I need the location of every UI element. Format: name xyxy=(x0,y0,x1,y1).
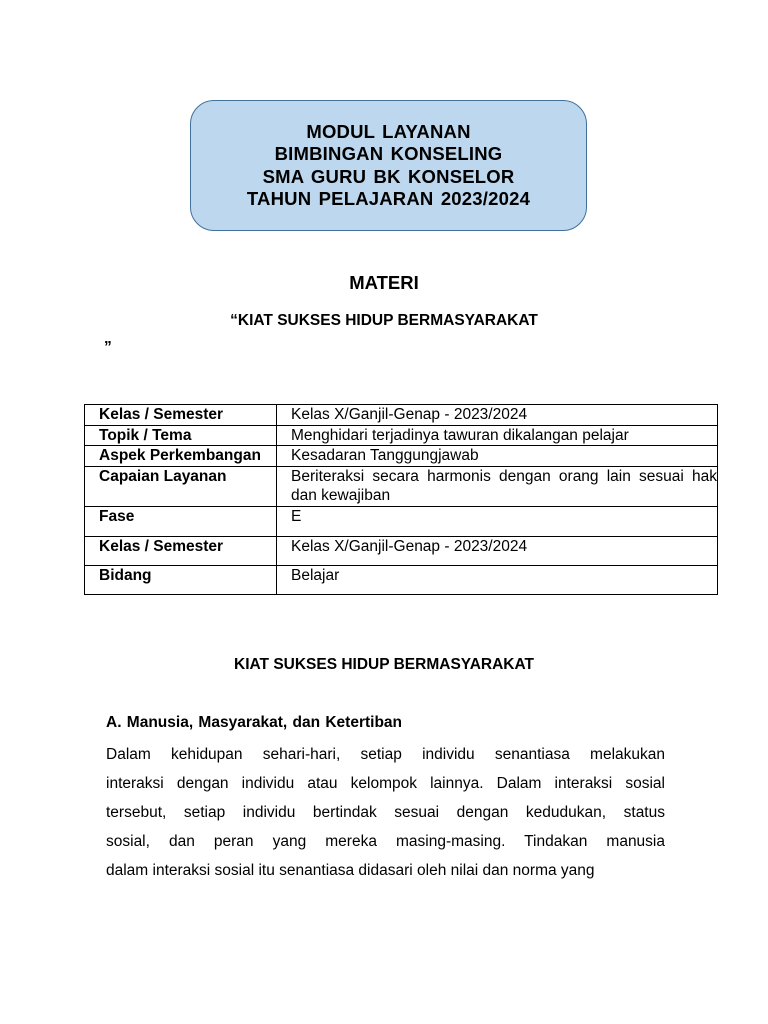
row-label-bidang: Bidang xyxy=(85,565,277,594)
paragraph-line: tersebut, setiap individu bertindak sesuai dengan kedudukan, status xyxy=(106,804,665,821)
module-title-box xyxy=(190,100,587,231)
row-label-capaian-layanan: Capaian Layanan xyxy=(85,466,277,506)
row-value-kelas-semester-2: Kelas X/Ganjil-Genap - 2023/2024 xyxy=(277,536,718,565)
row-label-fase: Fase xyxy=(85,506,277,536)
school-line: SMA GURU BK KONSELOR xyxy=(262,165,515,187)
row-label-kelas-semester-2: Kelas / Semester xyxy=(85,536,277,565)
row-value-fase: E xyxy=(277,506,718,536)
row-value-topik-tema: Menghidari terjadinya tawuran dikalangan pelajar xyxy=(277,425,718,446)
table-row xyxy=(85,536,718,565)
row-value-bidang: Belajar xyxy=(277,565,718,594)
table-row xyxy=(85,425,718,446)
section-a-paragraph xyxy=(106,740,665,885)
row-value-capaian-layanan: Beriteraksi secara harmonis dengan orang lain sesuai hak dan kewajiban xyxy=(277,466,718,506)
materi-title-closing-quote: ” xyxy=(104,339,112,356)
module-subtitle-line: BIMBINGAN KONSELING xyxy=(274,143,503,164)
academic-year-line: TAHUN PELAJARAN 2023/2024 xyxy=(246,188,531,209)
paragraph-line: interaksi dengan individu atau kelompok lainnya. Dalam interaksi sosial xyxy=(106,775,665,792)
table-row xyxy=(85,446,718,467)
module-info-table xyxy=(84,404,718,595)
paragraph-line: Dalam kehidupan sehari-hari, setiap individu senantiasa melakukan xyxy=(106,746,665,763)
table-row xyxy=(85,506,718,536)
row-label-kelas-semester: Kelas / Semester xyxy=(85,405,277,426)
materi-title: “KIAT SUKSES HIDUP BERMASYARAKAT xyxy=(230,312,538,329)
section-a-heading: A. Manusia, Masyarakat, dan Ketertiban xyxy=(106,714,403,731)
row-label-topik-tema: Topik / Tema xyxy=(85,425,277,446)
content-title: KIAT SUKSES HIDUP BERMASYARAKAT xyxy=(234,656,534,673)
materi-heading: MATERI xyxy=(349,272,419,293)
row-label-aspek-perkembangan: Aspek Perkembangan xyxy=(85,446,277,467)
table-row xyxy=(85,405,718,426)
paragraph-line: sosial, dan peran yang mereka masing-masing. Tindakan manusia xyxy=(106,833,665,850)
table-row xyxy=(85,466,718,506)
module-title-line: MODUL LAYANAN xyxy=(306,120,471,142)
row-value-aspek-perkembangan: Kesadaran Tanggungjawab xyxy=(277,446,718,467)
paragraph-line: dalam interaksi sosial itu senantiasa didasari oleh nilai dan norma yang xyxy=(106,862,595,879)
table-row xyxy=(85,565,718,594)
row-value-kelas-semester: Kelas X/Ganjil-Genap - 2023/2024 xyxy=(277,405,718,426)
